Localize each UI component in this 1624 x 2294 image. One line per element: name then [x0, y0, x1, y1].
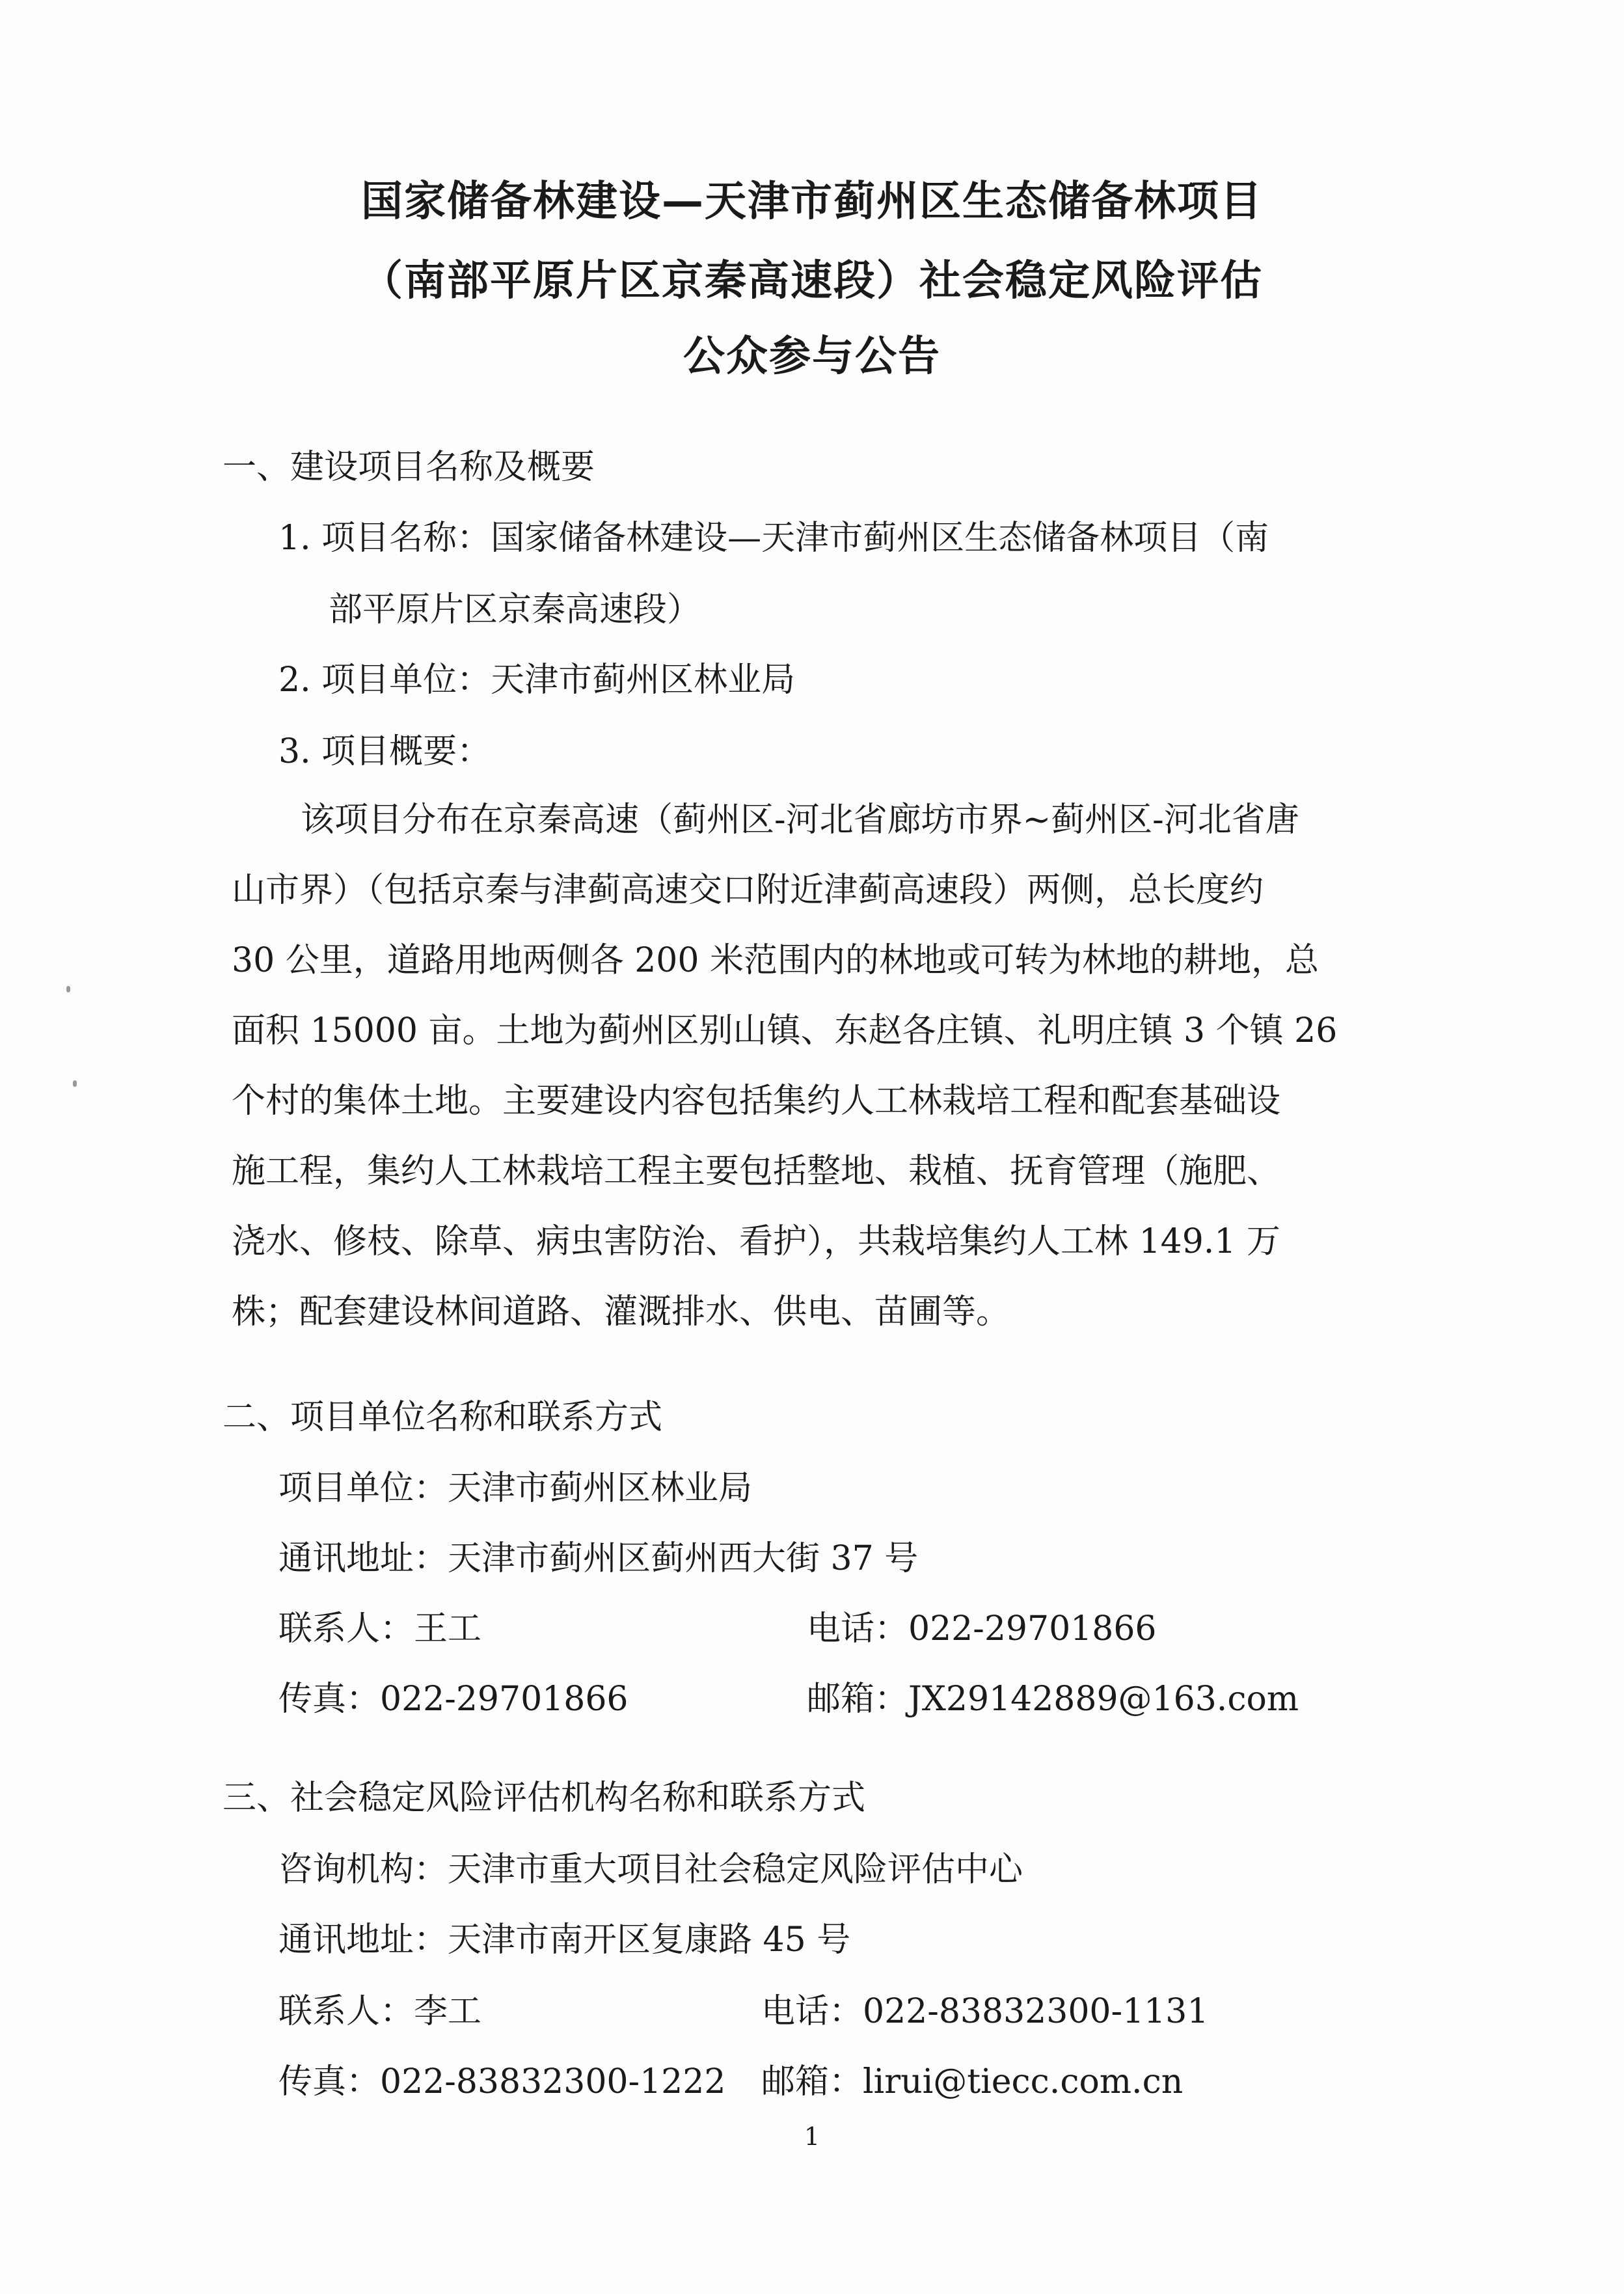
project-overview-label: 3. 项目概要： — [278, 732, 491, 771]
overview-line: 施工程，集约人工林栽培工程主要包括整地、栽植、抚育管理（施肥、 — [232, 1152, 1281, 1191]
project-unit-line: 2. 项目单位：天津市蓟州区林业局 — [278, 661, 796, 700]
agency-field: 咨询机构：天津市重大项目社会稳定风险评估中心 — [278, 1850, 1023, 1889]
fax-field: 传真：022-29701866 — [278, 1680, 629, 1719]
document-title-line-1: 国家储备林建设—天津市蓟州区生态储备林项目 — [361, 178, 1263, 226]
overview-line: 该项目分布在京秦高速（蓟州区-河北省廊坊市界~蓟州区-河北省唐 — [301, 800, 1299, 840]
agency-email-field: 邮箱：lirui@tiecc.com.cn — [761, 2062, 1184, 2101]
scan-speck — [73, 1080, 77, 1087]
overview-line: 株；配套建设林间道路、灌溉排水、供电、苗圃等。 — [232, 1292, 1010, 1331]
address-field: 通讯地址：天津市蓟州区蓟州西大街 37 号 — [278, 1539, 919, 1578]
overview-line: 个村的集体土地。主要建设内容包括集约人工林栽培工程和配套基础设 — [232, 1082, 1281, 1121]
overview-line: 山市界）（包括京秦与津蓟高速交口附近津蓟高速段）两侧，总长度约 — [232, 871, 1264, 910]
page-number: 1 — [804, 2122, 820, 2151]
overview-line: 面积 15000 亩。土地为蓟州区别山镇、东赵各庄镇、礼明庄镇 3 个镇 26 — [232, 1011, 1338, 1050]
agency-phone-field: 电话：022-83832300-1131 — [761, 1992, 1209, 2031]
project-name-line-2: 部平原片区京秦高速段） — [329, 590, 701, 629]
document-title-line-3: 公众参与公告 — [683, 333, 941, 381]
document-title-line-2: （南部平原片区京秦高速段）社会稳定风险评估 — [361, 257, 1263, 305]
section-3-heading: 三、社会稳定风险评估机构名称和联系方式 — [223, 1779, 866, 1818]
agency-address-field: 通讯地址：天津市南开区复康路 45 号 — [278, 1920, 851, 1959]
phone-field: 电话：022-29701866 — [807, 1609, 1157, 1648]
section-1-heading: 一、建设项目名称及概要 — [223, 448, 595, 487]
email-field: 邮箱：JX29142889@163.com — [807, 1680, 1299, 1719]
contact-field: 联系人：王工 — [278, 1609, 482, 1648]
section-2-heading: 二、项目单位名称和联系方式 — [223, 1398, 663, 1437]
overview-line: 30 公里，道路用地两侧各 200 米范围内的林地或可转为林地的耕地，总 — [232, 941, 1320, 980]
scan-speck — [66, 986, 70, 992]
agency-contact-field: 联系人：李工 — [278, 1992, 482, 2031]
project-name-line-1: 1. 项目名称：国家储备林建设—天津市蓟州区生态储备林项目（南 — [278, 519, 1269, 558]
agency-fax-field: 传真：022-83832300-1222 — [278, 2062, 726, 2101]
overview-line: 浇水、修枝、除草、病虫害防治、看护），共栽培集约人工林 149.1 万 — [232, 1222, 1280, 1261]
unit-field: 项目单位：天津市蓟州区林业局 — [278, 1469, 753, 1508]
